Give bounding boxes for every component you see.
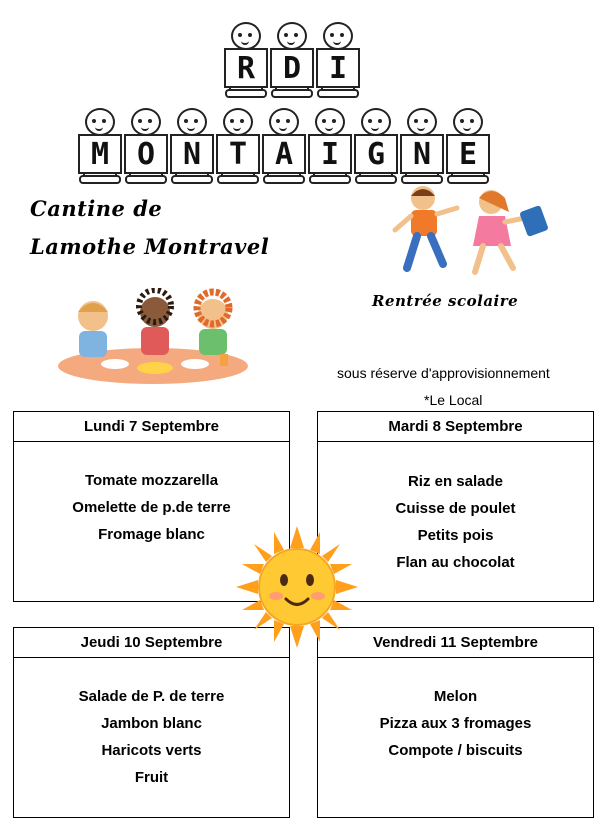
local-note: *Le Local [424, 392, 483, 408]
canteen-title-line2: Lamothe Montravel [30, 234, 270, 259]
kid-letter-icon: N [170, 108, 214, 182]
dish-item: Fruit [134, 769, 169, 786]
day-header: Jeudi 10 Septembre [14, 628, 289, 658]
dish-item: Flan au chocolat [396, 554, 515, 571]
smiling-sun-icon [236, 526, 358, 648]
dish-item: Riz en salade [407, 473, 504, 490]
kid-letter-icon: R [224, 22, 268, 96]
dish-item: Fromage blanc [98, 526, 205, 543]
dish-item: Omelette de p.de terre [72, 499, 231, 516]
dish-item: Jambon blanc [101, 715, 202, 732]
kid-letter-icon: D [270, 22, 314, 96]
kid-letter-icon: O [124, 108, 168, 182]
kid-letter-icon: I [308, 108, 352, 182]
dish-item: Compote / biscuits [388, 742, 523, 759]
dish-item: Salade de P. de terre [78, 688, 225, 705]
menu-box-thursday [13, 627, 290, 818]
kid-letter-icon: A [262, 108, 306, 182]
kid-letter-icon: M [78, 108, 122, 182]
dish-item: Pizza aux 3 fromages [379, 715, 532, 732]
canteen-title-line1: Cantine de [30, 196, 163, 221]
dish-item: Melon [433, 688, 478, 705]
kid-letter-icon: T [216, 108, 260, 182]
kid-letter-icon: E [446, 108, 490, 182]
dish-item: Haricots verts [101, 742, 202, 759]
supply-note: sous réserve d'approvisionnement [337, 365, 550, 381]
dish-list [318, 442, 593, 576]
dish-list [318, 658, 593, 764]
kids-eating-illustration [55, 288, 250, 388]
kid-letter-icon: I [316, 22, 360, 96]
day-header: Lundi 7 Septembre [14, 412, 289, 442]
day-header: Mardi 8 Septembre [318, 412, 593, 442]
day-header: Vendredi 11 Septembre [318, 628, 593, 658]
menu-box-tuesday [317, 411, 594, 602]
menu-box-friday [317, 627, 594, 818]
dish-list [14, 658, 289, 791]
running-kids-illustration [385, 182, 555, 282]
dish-item: Petits pois [417, 527, 494, 544]
dish-item: Cuisse de poulet [395, 500, 516, 517]
dish-item: Tomate mozzarella [84, 472, 219, 489]
rentree-label: Rentrée scolaire [372, 292, 519, 310]
kid-letter-icon: G [354, 108, 398, 182]
kid-letter-icon: N [400, 108, 444, 182]
